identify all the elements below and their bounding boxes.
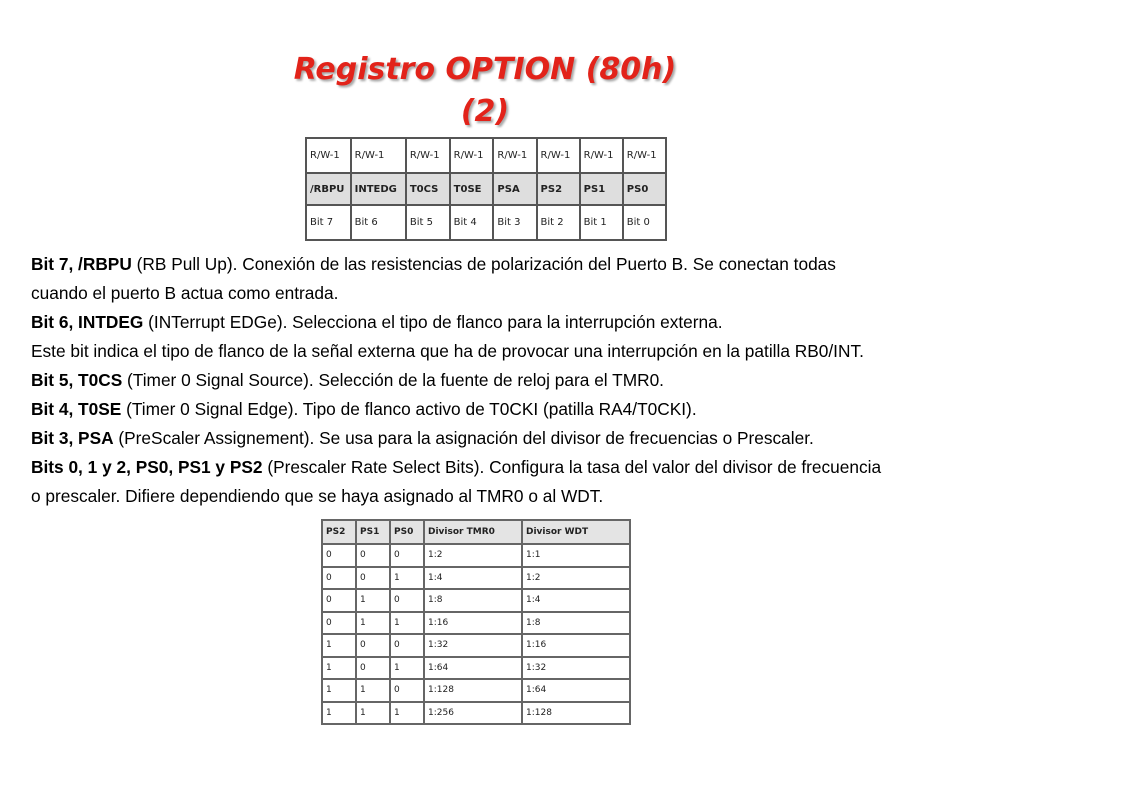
prescaler-cell: 1 [390, 612, 424, 635]
prescaler-cell: 1 [322, 634, 356, 657]
description-line [31, 395, 1111, 424]
prescaler-cell: 1 [322, 702, 356, 725]
prescaler-cell: 1:256 [424, 702, 522, 725]
prescaler-cell: 1:128 [522, 702, 630, 725]
register-bit-number-cell: Bit 5 [406, 205, 450, 240]
description-term: Bit 5, T0CS [31, 370, 123, 390]
prescaler-cell: 0 [356, 657, 390, 680]
prescaler-table [321, 519, 631, 725]
register-bit-number-cell: Bit 1 [580, 205, 623, 240]
prescaler-cell: 0 [390, 679, 424, 702]
register-bit-name-cell: PS1 [580, 173, 623, 205]
slide-title-part: (2) [460, 94, 510, 129]
prescaler-cell: 1:64 [522, 679, 630, 702]
register-access-cell: R/W-1 [450, 138, 494, 173]
register-bit-name-cell: T0SE [450, 173, 494, 205]
register-bit-number-cell: Bit 0 [623, 205, 666, 240]
prescaler-cell: 1:32 [522, 657, 630, 680]
prescaler-cell: 1 [390, 567, 424, 590]
prescaler-row [322, 544, 630, 567]
description-term: Bit 4, T0SE [31, 399, 122, 419]
prescaler-cell: 0 [356, 634, 390, 657]
register-bit-number-cell: Bit 4 [450, 205, 494, 240]
prescaler-cell: 1:4 [424, 567, 522, 590]
description-text: (Timer 0 Signal Edge). Tipo de flanco activo de T0CKI (patilla RA4/T0CKI). [121, 399, 697, 419]
description-term: Bit 6, INTDEG [31, 312, 144, 332]
prescaler-cell: 1 [390, 702, 424, 725]
prescaler-cell: 0 [322, 589, 356, 612]
register-bit-name-cell: PSA [493, 173, 536, 205]
description-text: (RB Pull Up). Conexión de las resistencias de polarización del Puerto B. Se conectan todas [131, 254, 836, 274]
prescaler-row [322, 612, 630, 635]
prescaler-cell: 1:1 [522, 544, 630, 567]
prescaler-cell: 1 [322, 657, 356, 680]
bit-descriptions [31, 250, 1111, 511]
register-bit-number-cell: Bit 2 [537, 205, 580, 240]
prescaler-header-cell: PS0 [390, 520, 424, 544]
description-line [31, 424, 1111, 453]
bit-numbers-row [306, 205, 666, 240]
prescaler-cell: 1:8 [522, 612, 630, 635]
prescaler-row [322, 702, 630, 725]
prescaler-cell: 0 [356, 544, 390, 567]
prescaler-cell: 1 [356, 612, 390, 635]
register-bit-number-cell: Bit 3 [493, 205, 536, 240]
description-term: Bits 0, 1 y 2, PS0, PS1 y PS2 [31, 457, 263, 477]
bit-names-row [306, 173, 666, 205]
prescaler-cell: 1 [390, 657, 424, 680]
option-register-table [305, 137, 667, 241]
prescaler-cell: 1:128 [424, 679, 522, 702]
prescaler-cell: 0 [390, 634, 424, 657]
register-bit-name-cell: PS2 [537, 173, 580, 205]
prescaler-cell: 1 [356, 702, 390, 725]
prescaler-header-cell: Divisor TMR0 [424, 520, 522, 544]
register-access-cell: R/W-1 [580, 138, 623, 173]
description-text: (Prescaler Rate Select Bits). Configura la tasa del valor del divisor de frecuencia [262, 457, 882, 477]
prescaler-header-row [322, 520, 630, 544]
description-text: (Timer 0 Signal Source). Selección de la fuente de reloj para el TMR0. [122, 370, 664, 390]
register-access-cell: R/W-1 [306, 138, 351, 173]
description-text: (PreScaler Assignement). Se usa para la asignación del divisor de frecuencias o Prescaler. [113, 428, 814, 448]
prescaler-cell: 1 [322, 679, 356, 702]
register-access-cell: R/W-1 [623, 138, 666, 173]
prescaler-cell: 1:16 [424, 612, 522, 635]
prescaler-cell: 0 [390, 544, 424, 567]
prescaler-cell: 1:4 [522, 589, 630, 612]
prescaler-row [322, 679, 630, 702]
register-bit-number-cell: Bit 6 [351, 205, 406, 240]
description-line [31, 453, 1111, 482]
description-text: Este bit indica el tipo de flanco de la señal externa que ha de provocar una interrupción en la patilla RB0/INT. [31, 341, 864, 361]
description-line [31, 482, 1111, 511]
slide-title: Registro OPTION (80h) [293, 52, 677, 87]
register-access-cell: R/W-1 [537, 138, 580, 173]
prescaler-cell: 0 [390, 589, 424, 612]
prescaler-cell: 0 [322, 612, 356, 635]
description-text: o prescaler. Difiere dependiendo que se haya asignado al TMR0 o al WDT. [31, 486, 604, 506]
description-line [31, 250, 1111, 279]
prescaler-header-cell: PS1 [356, 520, 390, 544]
prescaler-cell: 1:2 [522, 567, 630, 590]
prescaler-header-cell: PS2 [322, 520, 356, 544]
description-text: (INTerrupt EDGe). Selecciona el tipo de flanco para la interrupción externa. [143, 312, 723, 332]
description-line [31, 337, 1111, 366]
register-bit-name-cell: INTEDG [351, 173, 406, 205]
register-access-cell: R/W-1 [351, 138, 406, 173]
prescaler-cell: 1:16 [522, 634, 630, 657]
prescaler-header-cell: Divisor WDT [522, 520, 630, 544]
prescaler-row [322, 589, 630, 612]
prescaler-cell: 0 [322, 544, 356, 567]
description-line [31, 279, 1111, 308]
description-term: Bit 7, /RBPU [31, 254, 132, 274]
prescaler-cell: 1:8 [424, 589, 522, 612]
access-row [306, 138, 666, 173]
prescaler-row [322, 634, 630, 657]
prescaler-cell: 0 [322, 567, 356, 590]
register-bit-name-cell: /RBPU [306, 173, 351, 205]
prescaler-cell: 0 [356, 567, 390, 590]
register-bit-number-cell: Bit 7 [306, 205, 351, 240]
register-access-cell: R/W-1 [493, 138, 536, 173]
description-term: Bit 3, PSA [31, 428, 114, 448]
prescaler-cell: 1 [356, 679, 390, 702]
prescaler-cell: 1:2 [424, 544, 522, 567]
register-bit-name-cell: PS0 [623, 173, 666, 205]
prescaler-row [322, 657, 630, 680]
register-bit-name-cell: T0CS [406, 173, 450, 205]
prescaler-row [322, 567, 630, 590]
prescaler-cell: 1:32 [424, 634, 522, 657]
prescaler-cell: 1:64 [424, 657, 522, 680]
register-access-cell: R/W-1 [406, 138, 450, 173]
description-text: cuando el puerto B actua como entrada. [31, 283, 339, 303]
prescaler-cell: 1 [356, 589, 390, 612]
description-line [31, 308, 1111, 337]
description-line [31, 366, 1111, 395]
